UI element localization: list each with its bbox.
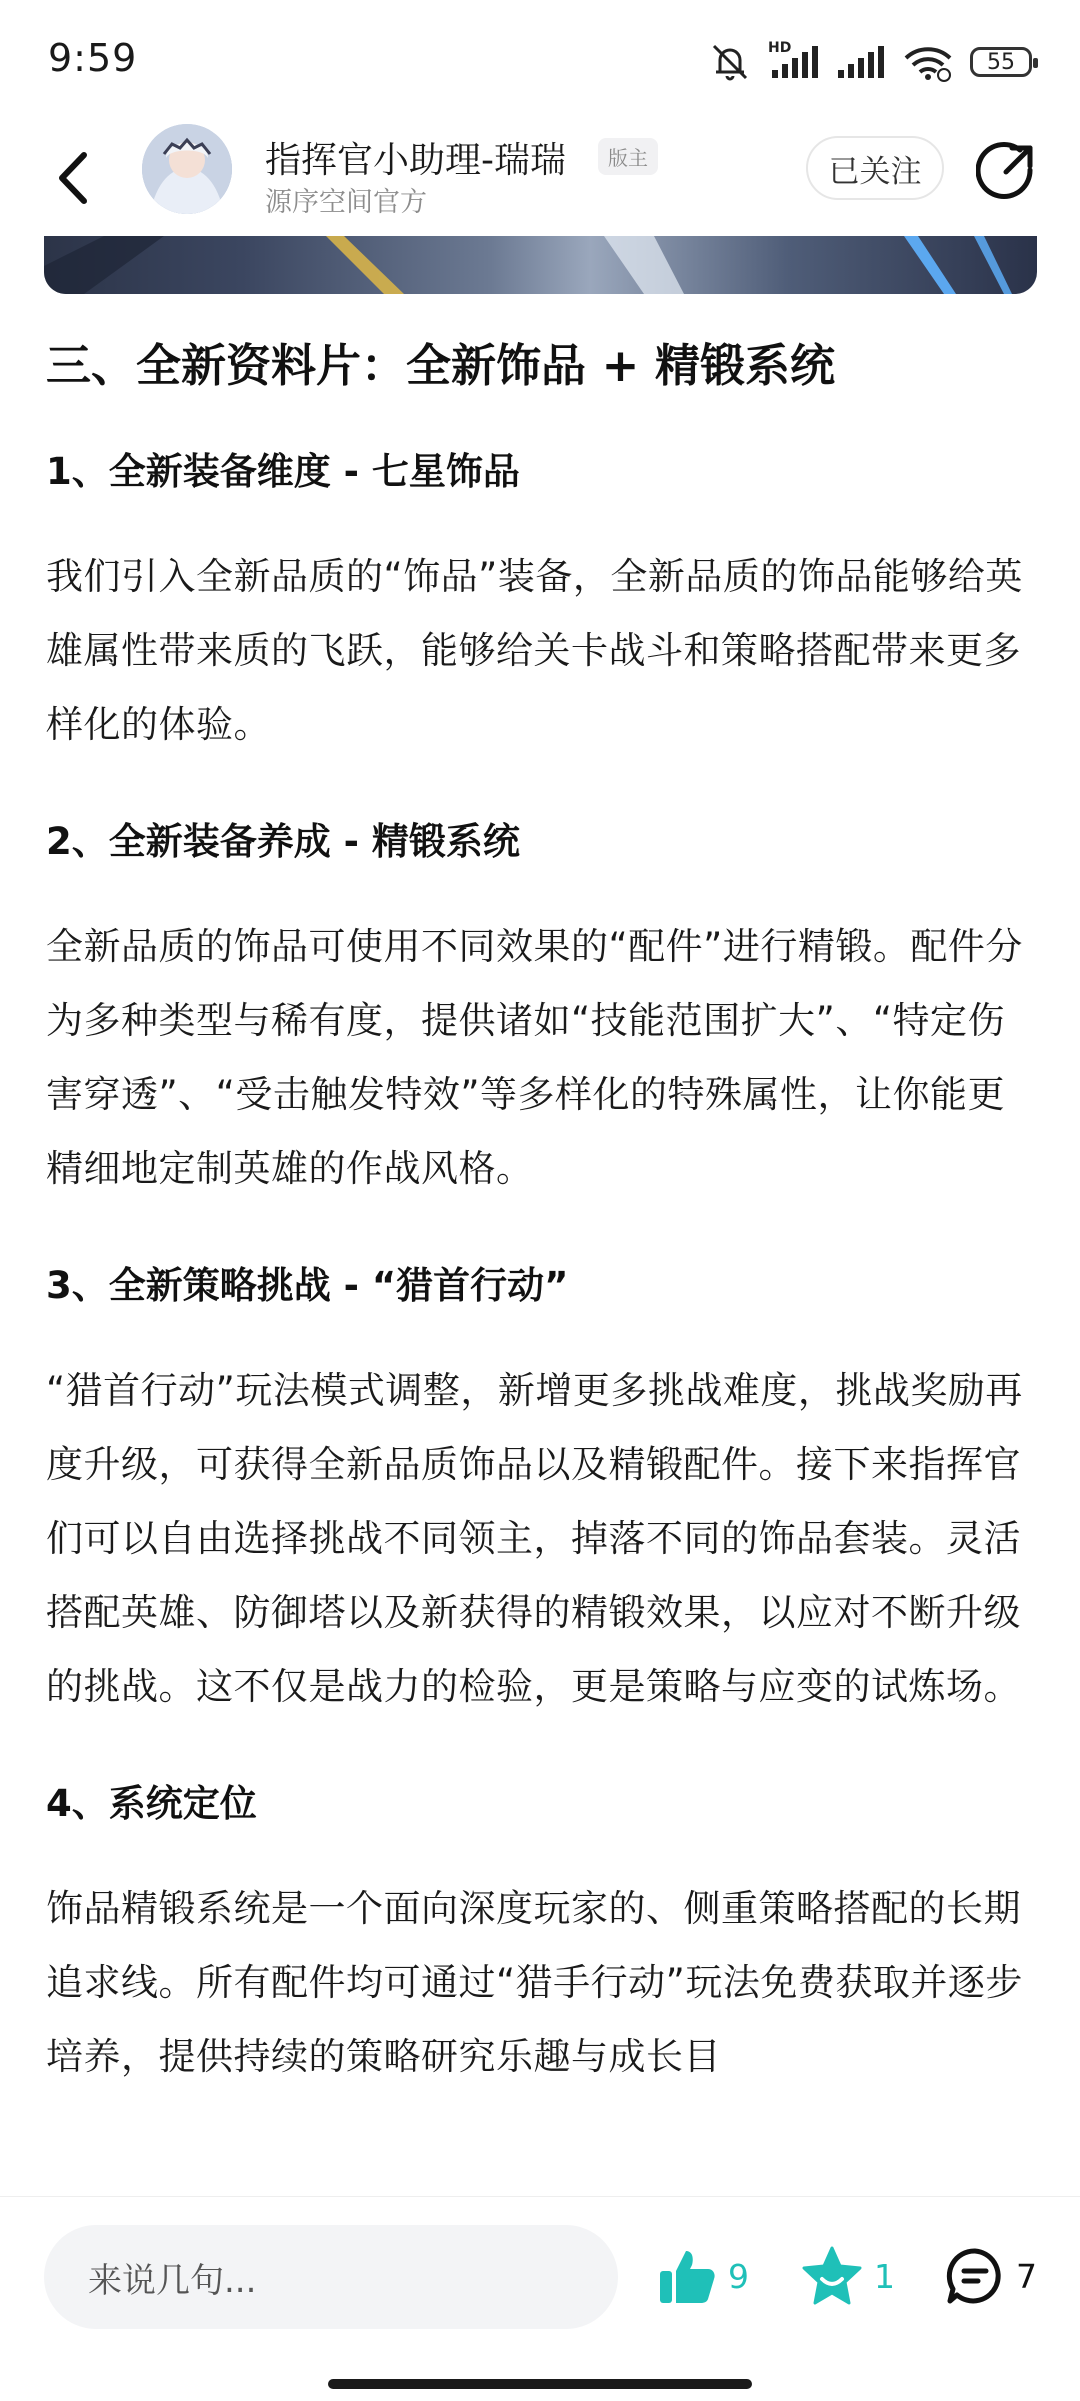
paragraph: 饰品精锻系统是一个面向深度玩家的、侧重策略搭配的长期追求线。所有配件均可通过“猎手行动”玩法免费获取并逐步培养，提供持续的策略研究乐趣与成长目 xyxy=(46,1887,1023,2078)
comment-button[interactable] xyxy=(944,2245,1037,2307)
favorite-count: 1 xyxy=(874,2256,895,2296)
section-title: 三、全新资料片：全新饰品 + 精锻系统 xyxy=(46,339,836,392)
avatar-image xyxy=(142,124,232,214)
author-subtitle: 源序空间官方 xyxy=(265,187,427,218)
paragraph: 我们引入全新品质的“饰品”装备，全新品质的饰品能够给英雄属性带来质的飞跃，能够给关卡战斗和策略搭配带来更多样化的体验。 xyxy=(46,555,1023,746)
bottom-action-bar xyxy=(0,2196,1080,2401)
star-icon xyxy=(800,2245,864,2307)
home-indicator[interactable] xyxy=(328,2379,752,2389)
post-header xyxy=(0,118,1080,238)
cover-image[interactable] xyxy=(44,236,1037,294)
subsection-title: 1、全新装备维度 - 七星饰品 xyxy=(46,450,520,493)
signal-icon xyxy=(768,42,820,82)
status-bar xyxy=(0,0,1080,120)
signal-icon xyxy=(836,42,886,82)
subsection-title: 4、系统定位 xyxy=(46,1782,257,1825)
comment-input[interactable]: 来说几句... xyxy=(44,2225,618,2329)
paragraph: “猎首行动”玩法模式调整，新增更多挑战难度，挑战奖励再度升级，可获得全新品质饰品以及精锻配件。接下来指挥官们可以自由选择挑战不同领主，掉落不同的饰品套装。灵活搭配英雄、防御塔以及新获得的精锻效果，以应对不断升级的挑战。这不仅是战力的检验，更是策略与应变的试炼场。 xyxy=(46,1369,1023,1708)
like-count: 9 xyxy=(728,2256,749,2296)
moderator-badge: 版主 xyxy=(598,138,658,175)
status-icons xyxy=(708,38,1032,86)
author-name[interactable]: 指挥官小助理-瑞瑞 xyxy=(265,140,566,181)
battery-icon: 55 xyxy=(970,47,1032,77)
mute-icon xyxy=(708,42,752,82)
subsection-title: 2、全新装备养成 - 精锻系统 xyxy=(46,820,520,863)
hd-signal xyxy=(768,42,820,82)
comment-count: 7 xyxy=(1016,2256,1037,2296)
share-icon[interactable] xyxy=(976,140,1038,202)
avatar[interactable] xyxy=(142,124,232,214)
paragraph: 全新品质的饰品可使用不同效果的“配件”进行精锻。配件分为多种类型与稀有度，提供诸如“技能范围扩大”、“特定伤害穿透”、“受击触发特效”等多样化的特殊属性，让你能更精细地定制英雄的作战风格。 xyxy=(46,925,1023,1190)
cover-image-art xyxy=(44,236,1037,294)
wifi-icon xyxy=(902,42,954,82)
subsection-title: 3、全新策略挑战 - “猎首行动” xyxy=(46,1264,569,1307)
back-icon[interactable] xyxy=(50,143,100,213)
favorite-button[interactable] xyxy=(800,2245,895,2307)
comment-icon xyxy=(944,2245,1006,2307)
network-badge: HD xyxy=(768,40,792,56)
article-body xyxy=(46,310,1036,2094)
thumbs-up-icon xyxy=(656,2245,718,2307)
status-time: 9:59 xyxy=(48,36,138,80)
follow-button[interactable]: 已关注 xyxy=(806,136,944,200)
like-button[interactable] xyxy=(656,2245,749,2307)
